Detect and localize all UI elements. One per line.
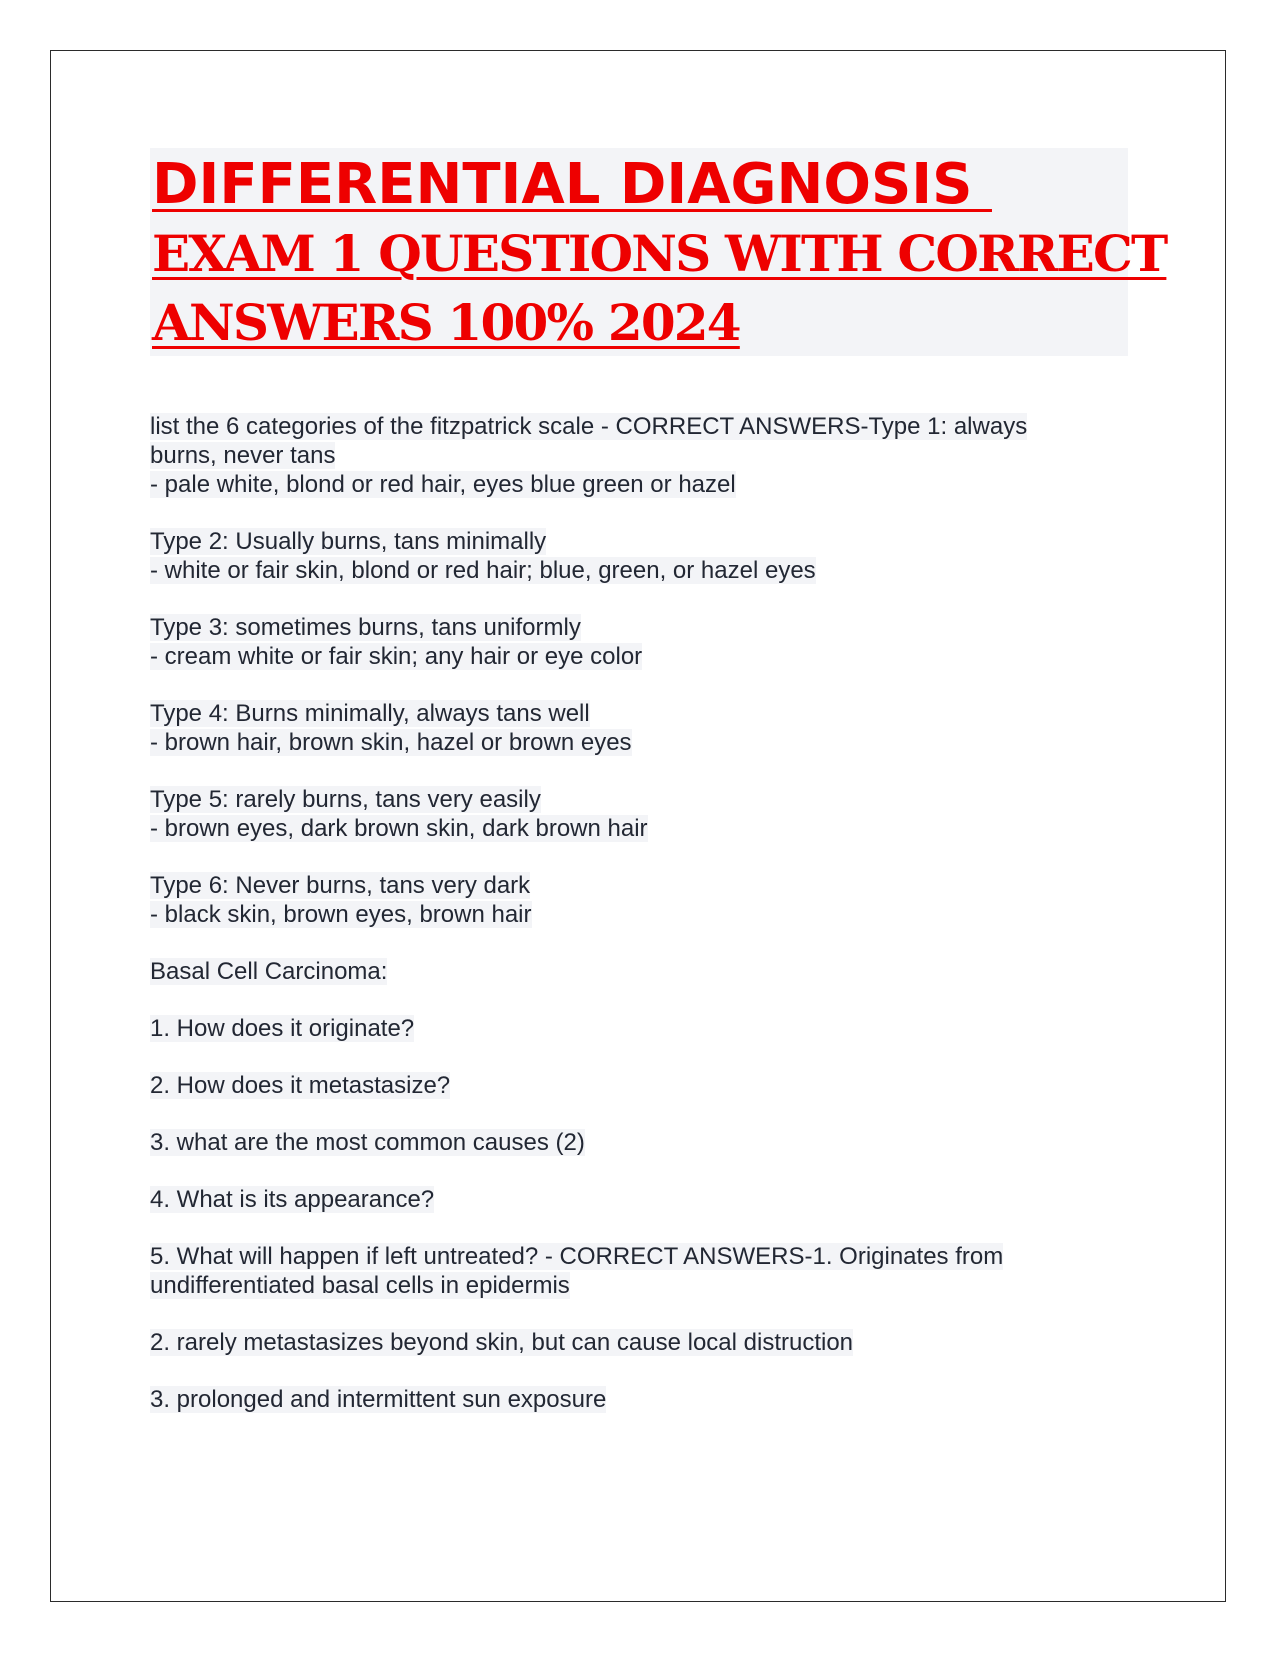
paragraph-question-2 xyxy=(150,1071,1130,1100)
text-line: list the 6 categories of the fitzpatrick scale - CORRECT ANSWERS-Type 1: always xyxy=(150,413,1028,440)
text-line: Basal Cell Carcinoma: xyxy=(150,958,388,985)
text-line: - pale white, blond or red hair, eyes blue green or hazel xyxy=(150,471,736,498)
paragraph-question-1 xyxy=(150,1014,1130,1043)
text-line: 3. what are the most common causes (2) xyxy=(150,1129,585,1156)
text-line: Type 2: Usually burns, tans minimally xyxy=(150,528,547,555)
document-body xyxy=(150,412,1130,1442)
text-line: - brown hair, brown skin, hazel or brown eyes xyxy=(150,729,632,756)
paragraph-fitzpatrick-type-3 xyxy=(150,613,1130,671)
document-title xyxy=(150,148,1167,356)
paragraph-fitzpatrick-type-2 xyxy=(150,527,1130,585)
text-line: Type 6: Never burns, tans very dark xyxy=(150,872,531,899)
text-line: burns, never tans xyxy=(150,442,336,469)
text-line: Type 4: Burns minimally, always tans well xyxy=(150,700,590,727)
text-line: - white or fair skin, blond or red hair; blue, green, or hazel eyes xyxy=(150,557,816,584)
text-line: 5. What will happen if left untreated? - CORRECT ANSWERS-1. Originates from xyxy=(150,1243,1004,1270)
text-line: - cream white or fair skin; any hair or eye color xyxy=(150,643,643,670)
paragraph-answer-2 xyxy=(150,1328,1130,1357)
title-line-3: ANSWERS 100% 2024 xyxy=(152,293,740,352)
title-line-2: EXAM 1 QUESTIONS WITH CORRECT xyxy=(152,224,1167,283)
paragraph-fitzpatrick-type-6 xyxy=(150,871,1130,929)
text-line: - brown eyes, dark brown skin, dark brown hair xyxy=(150,815,648,842)
paragraph-question-4 xyxy=(150,1185,1130,1214)
text-line: 3. prolonged and intermittent sun exposure xyxy=(150,1386,607,1413)
paragraph-fitzpatrick-type-1 xyxy=(150,412,1130,499)
text-line: - black skin, brown eyes, brown hair xyxy=(150,901,532,928)
paragraph-fitzpatrick-type-5 xyxy=(150,785,1130,843)
text-line: 2. How does it metastasize? xyxy=(150,1072,451,1099)
text-line: Type 3: sometimes burns, tans uniformly xyxy=(150,614,581,641)
text-line: Type 5: rarely burns, tans very easily xyxy=(150,786,541,813)
paragraph-bcc-heading xyxy=(150,957,1130,986)
text-line: 2. rarely metastasizes beyond skin, but can cause local distruction xyxy=(150,1329,854,1356)
paragraph-question-3 xyxy=(150,1128,1130,1157)
text-line: 4. What is its appearance? xyxy=(150,1186,435,1213)
text-line: undifferentiated basal cells in epidermis xyxy=(150,1272,570,1299)
paragraph-answer-3 xyxy=(150,1385,1130,1414)
title-line-1: DIFFERENTIAL DIAGNOSIS xyxy=(152,152,992,217)
paragraph-fitzpatrick-type-4 xyxy=(150,699,1130,757)
paragraph-question-5-answer xyxy=(150,1242,1130,1300)
text-line: 1. How does it originate? xyxy=(150,1015,415,1042)
